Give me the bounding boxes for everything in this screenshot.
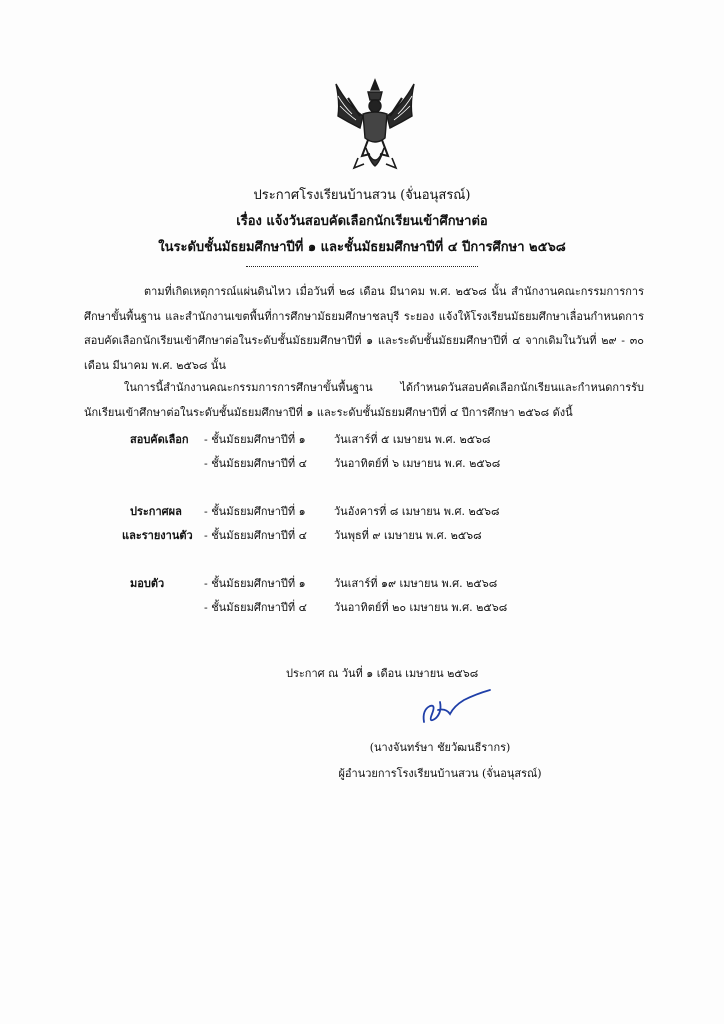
body-paragraph-2: ในการนี้สำนักงานคณะกรรมการการศึกษาขั้นพื้นฐาน ได้กำหนดวันสอบคัดเลือกนักเรียนและกำหนดการรับนักเรียนเข้าศึกษาต่อในระดับชั้นมัธยมศึกษาปีที่ ๑ และระดับชั้นมัธยมศึกษาปีที่ ๔ ปีการศึกษา ๒๕๖๘ ดังนี้: [84, 381, 644, 419]
report-m4-date: วันอาทิตย์ที่ ๒๐ เมษายน พ.ศ. ๒๕๖๘: [334, 601, 508, 614]
report-m1-date: วันเสาร์ที่ ๑๙ เมษายน พ.ศ. ๒๕๖๘: [334, 577, 498, 590]
signer-name: (นางจันทร์ษา ชัยวัฒนธีรากร): [369, 741, 511, 754]
announcement-issuer: ประกาศโรงเรียนบ้านสวน (จั่นอนุสรณ์): [253, 188, 471, 203]
results-m4-date: วันพุธที่ ๙ เมษายน พ.ศ. ๒๕๖๘: [334, 529, 482, 542]
results-m1-level: - ชั้นมัธยมศึกษาปีที่ ๑: [204, 505, 306, 518]
handwritten-signature: [418, 684, 494, 730]
report-label: มอบตัว: [130, 577, 165, 590]
announcement-date: ประกาศ ณ วันที่ ๑ เดือน เมษายน ๒๕๖๘: [286, 667, 479, 680]
body-paragraph-1: ตามที่เกิดเหตุการณ์แผ่นดินไหว เมื่อวันที่ ๒๘ เดือน มีนาคม พ.ศ. ๒๕๖๘ นั้น สำนักงานคณะกรรมการการศึกษาขั้นพื้นฐาน และสำนักงานเขตพื้นที่การศึกษามัธยมศึกษาชลบุรี ระยอง แจ้งให้โรงเรียนมัธยมศึกษาเลื่อนกำหนดการสอบคัดเลือกนักเรียนเข้าศึกษาต่อในระดับชั้นมัธยมศึกษาปีที่ ๑ และระดับชั้นมัธยมศึกษาปีที่ ๔ จากเดิมในวันที่ ๒๙ - ๓๐ เดือน มีนาคม พ.ศ. ๒๕๖๘ นั้น: [84, 285, 644, 372]
garuda-emblem-icon: [330, 76, 420, 176]
title-divider: [246, 266, 478, 267]
results-m1-date: วันอังคารที่ ๘ เมษายน พ.ศ. ๒๕๖๘: [334, 505, 500, 518]
announcement-scope: ในระดับชั้นมัธยมศึกษาปีที่ ๑ และชั้นมัธยมศึกษาปีที่ ๔ ปีการศึกษา ๒๕๖๘: [158, 240, 566, 255]
exam-label: สอบคัดเลือก: [130, 433, 189, 446]
results-m4-level: - ชั้นมัธยมศึกษาปีที่ ๔: [204, 529, 307, 542]
exam-m4-level: - ชั้นมัธยมศึกษาปีที่ ๔: [204, 457, 307, 470]
signer-title: ผู้อำนวยการโรงเรียนบ้านสวน (จั่นอนุสรณ์): [338, 767, 542, 780]
report-m1-level: - ชั้นมัธยมศึกษาปีที่ ๑: [204, 577, 306, 590]
announcement-subject: เรื่อง แจ้งวันสอบคัดเลือกนักเรียนเข้าศึกษาต่อ: [236, 214, 488, 229]
results-label-2: และรายงานตัว: [122, 529, 193, 542]
exam-m1-level: - ชั้นมัธยมศึกษาปีที่ ๑: [204, 433, 306, 446]
results-label: ประกาศผล: [130, 505, 182, 518]
exam-m4-date: วันอาทิตย์ที่ ๖ เมษายน พ.ศ. ๒๕๖๘: [334, 457, 501, 470]
report-m4-level: - ชั้นมัธยมศึกษาปีที่ ๔: [204, 601, 307, 614]
exam-m1-date: วันเสาร์ที่ ๕ เมษายน พ.ศ. ๒๕๖๘: [334, 433, 491, 446]
